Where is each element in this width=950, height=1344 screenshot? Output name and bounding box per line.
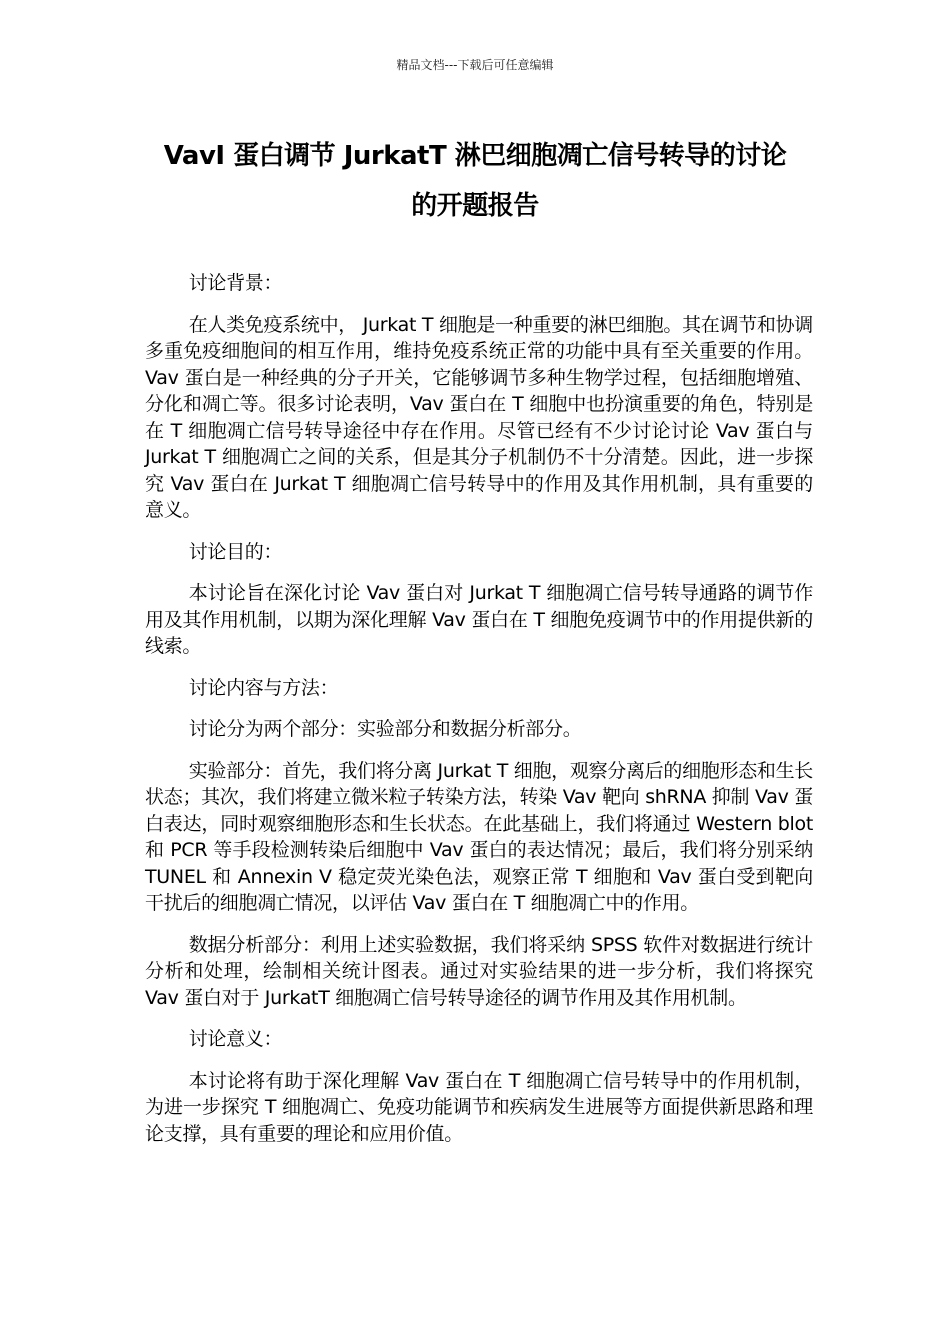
background-paragraph: 在人类免疫系统中， Jurkat T 细胞是一种重要的淋巴细胞。其在调节和协调多重免疫细胞间的相互作用，维持免疫系统正常的功能中具有至关重要的作用。Vav 蛋白是一种经典的分子开关，它能够调节多种生物学过程，包括细胞增殖、分化和凋亡等。很多讨论表明，Vav 蛋白在 T 细胞中也扮演重要的角色，特别是在 T 细胞凋亡信号转导途径中存在作用。尽管已经有不少讨论讨论 Vav 蛋白与 Jurkat T 细胞凋亡之间的关系，但是其分子机制仍不十分清楚。因此，进一步探究 Vav 蛋白在 Jurkat T 细胞凋亡信号转导中的作用及其作用机制，具有重要的意义。 xyxy=(145,313,813,521)
methods-intro-paragraph: 讨论分为两个部分：实验部分和数据分析部分。 xyxy=(188,718,582,740)
analysis-paragraph: 数据分析部分：利用上述实验数据，我们将采纳 SPSS 软件对数据进行统计分析和处理，绘制相关统计图表。通过对实验结果的进一步分析，我们将探究 Vav 蛋白对于 JurkatT 细胞凋亡信号转导途径的调节作用及其作用机制。 xyxy=(145,933,813,1009)
background-heading: 讨论背景： xyxy=(188,272,283,294)
document-title-line-2: 的开题报告 xyxy=(411,191,539,221)
document-title-line-1: VavI 蛋白调节 JurkatT 淋巴细胞凋亡信号转导的讨论 xyxy=(163,141,787,171)
significance-paragraph: 本讨论将有助于深化理解 Vav 蛋白在 T 细胞凋亡信号转导中的作用机制，为进一步探究 T 细胞凋亡、免疫功能调节和疾病发生进展等方面提供新思路和理论支撑，具有重要的理论和应用价值。 xyxy=(145,1069,813,1145)
page-header-note: 精品文档---下载后可任意编辑 xyxy=(396,58,554,72)
experiment-paragraph: 实验部分：首先，我们将分离 Jurkat T 细胞，观察分离后的细胞形态和生长状态；其次，我们将建立微米粒子转染方法，转染 Vav 靶向 shRNA 抑制 Vav 蛋白表达，同时观察细胞形态和生长状态。在此基础上，我们将通过 Western blot 和 PCR 等手段检测转染后细胞中 Vav 蛋白的表达情况；最后，我们将分别采纳 TUNEL 和 Annexin V 稳定荧光染色法，观察正常 T 细胞和 Vav 蛋白受到靶向干扰后的细胞凋亡情况，以评估 Vav 蛋白在 T 细胞凋亡中的作用。 xyxy=(145,759,813,914)
significance-heading: 讨论意义： xyxy=(188,1028,283,1050)
methods-heading: 讨论内容与方法： xyxy=(188,676,339,699)
document-body xyxy=(145,270,813,1162)
purpose-heading: 讨论目的： xyxy=(188,540,283,563)
document-title xyxy=(120,131,830,231)
purpose-paragraph: 本讨论旨在深化讨论 Vav 蛋白对 Jurkat T 细胞凋亡信号转导通路的调节作用及其作用机制，以期为深化理解 Vav 蛋白在 T 细胞免疫调节中的作用提供新的线索。 xyxy=(145,582,813,657)
